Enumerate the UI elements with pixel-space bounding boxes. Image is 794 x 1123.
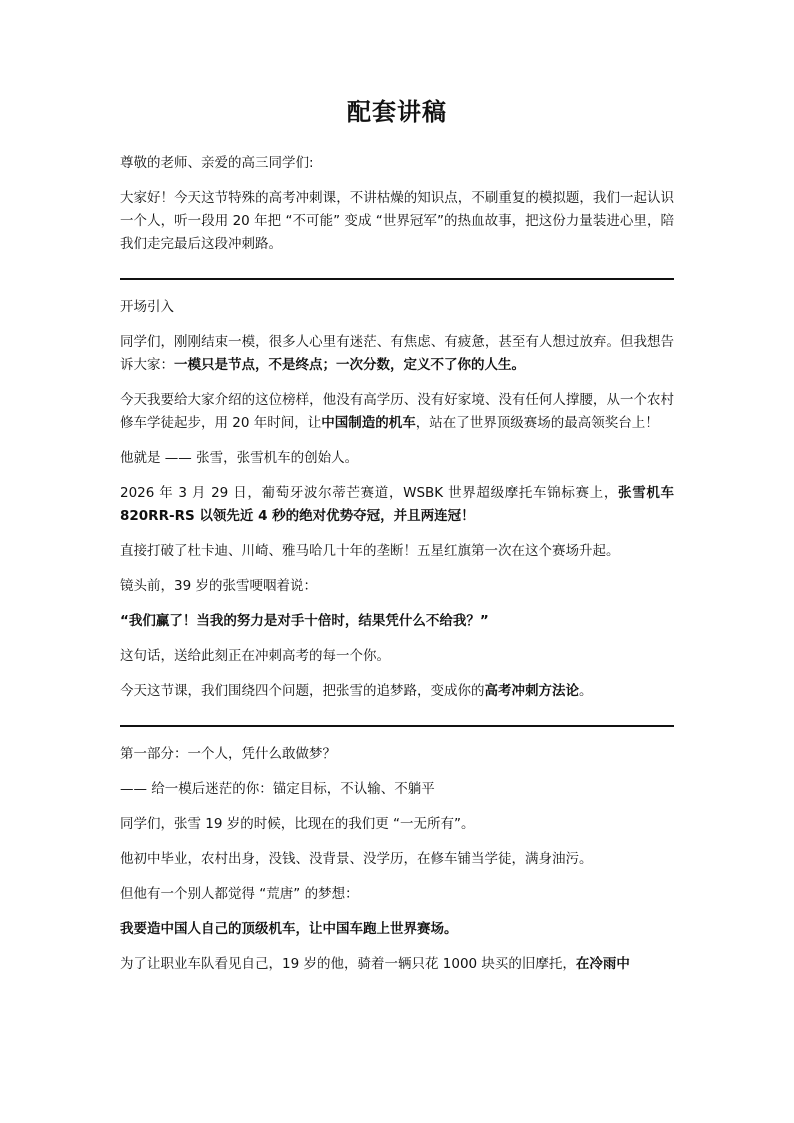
text: 为了让职业车队看见自己，19 岁的他，骑着一辆只花 1000 块买的旧摩托， [120, 956, 576, 972]
paragraph [120, 918, 674, 941]
text: 今天这节课，我们围绕四个问题，把张雪的追梦路，变成你的 [120, 683, 485, 699]
quote [120, 610, 674, 633]
paragraph [120, 389, 674, 435]
paragraph [120, 482, 674, 528]
paragraph: 这句话，送给此刻正在冲刺高考的每一个你。 [120, 648, 390, 664]
paragraph: 镜头前，39 岁的张雪哽咽着说： [120, 578, 317, 594]
section-heading-part1: 第一部分：一个人，凭什么敢做梦？ [120, 746, 336, 762]
text: 2026 年 3 月 29 日，葡萄牙波尔蒂芒赛道，WSBK 世界超级摩托车锦标赛上， [120, 485, 619, 501]
paragraph: 他就是 —— 张雪，张雪机车的创始人。 [120, 450, 359, 466]
document-page [120, 92, 674, 988]
bold-text: 在冷雨中 [575, 956, 630, 972]
section-heading-opening: 开场引入 [120, 299, 174, 315]
paragraph [120, 953, 674, 976]
section-divider [120, 725, 674, 727]
bold-text: 张雪机车 820RR-RS 以领先近 4 秒的绝对优势夺冠，并且两连冠！ [120, 485, 675, 524]
text: 今天我要给大家介绍的这位榜样，他没有高学历、没有好家境、没有任何人撑腰，从一个农村修车学徒起步，用 20 年时间，让 [120, 392, 674, 431]
paragraph: 同学们，张雪 19 岁的时候，比现在的我们更 “一无所有”。 [120, 816, 475, 832]
intro-paragraph: 大家好！今天这节特殊的高考冲刺课，不讲枯燥的知识点，不刷重复的模拟题，我们一起认识一个人，听一段用 20 年把 “不可能” 变成 “世界冠军”的热血故事，把这份力量装进心里，陪我们走完最后这段冲刺路。 [120, 190, 674, 252]
section-subheading: —— 给一模后迷茫的你：锚定目标，不认输、不躺平 [120, 781, 435, 797]
text: ，站在了世界顶级赛场的最高领奖台上！ [415, 415, 659, 431]
paragraph: 他初中毕业，农村出身，没钱、没背景、没学历，在修车铺当学徒，满身油污。 [120, 851, 593, 867]
paragraph [120, 680, 674, 703]
bold-text: 一模只是节点，不是终点；一次分数，定义不了你的人生。 [174, 357, 525, 373]
text: 同学们，刚刚结束一模，很多人心里有迷茫、有焦虑、有疲惫，甚至有人想过放弃。但我想告诉大家： [120, 334, 674, 373]
paragraph: 直接打破了杜卡迪、川崎、雅马哈几十年的垄断！五星红旗第一次在这个赛场升起。 [120, 543, 620, 559]
section-divider [120, 278, 674, 280]
bold-text: “我们赢了！当我的努力是对手十倍时，结果凭什么不给我？” [120, 613, 489, 629]
greeting: 尊敬的老师、亲爱的高三同学们: [120, 155, 314, 171]
bold-text: 中国制造的机车 [321, 415, 416, 431]
paragraph [120, 331, 674, 377]
text: 。 [579, 683, 593, 699]
bold-text: 高考冲刺方法论 [484, 683, 579, 699]
paragraph: 但他有一个别人都觉得 “荒唐” 的梦想： [120, 886, 359, 902]
document-title: 配套讲稿 [347, 98, 447, 126]
bold-text: 我要造中国人自己的顶级机车，让中国车跑上世界赛场。 [120, 921, 458, 937]
